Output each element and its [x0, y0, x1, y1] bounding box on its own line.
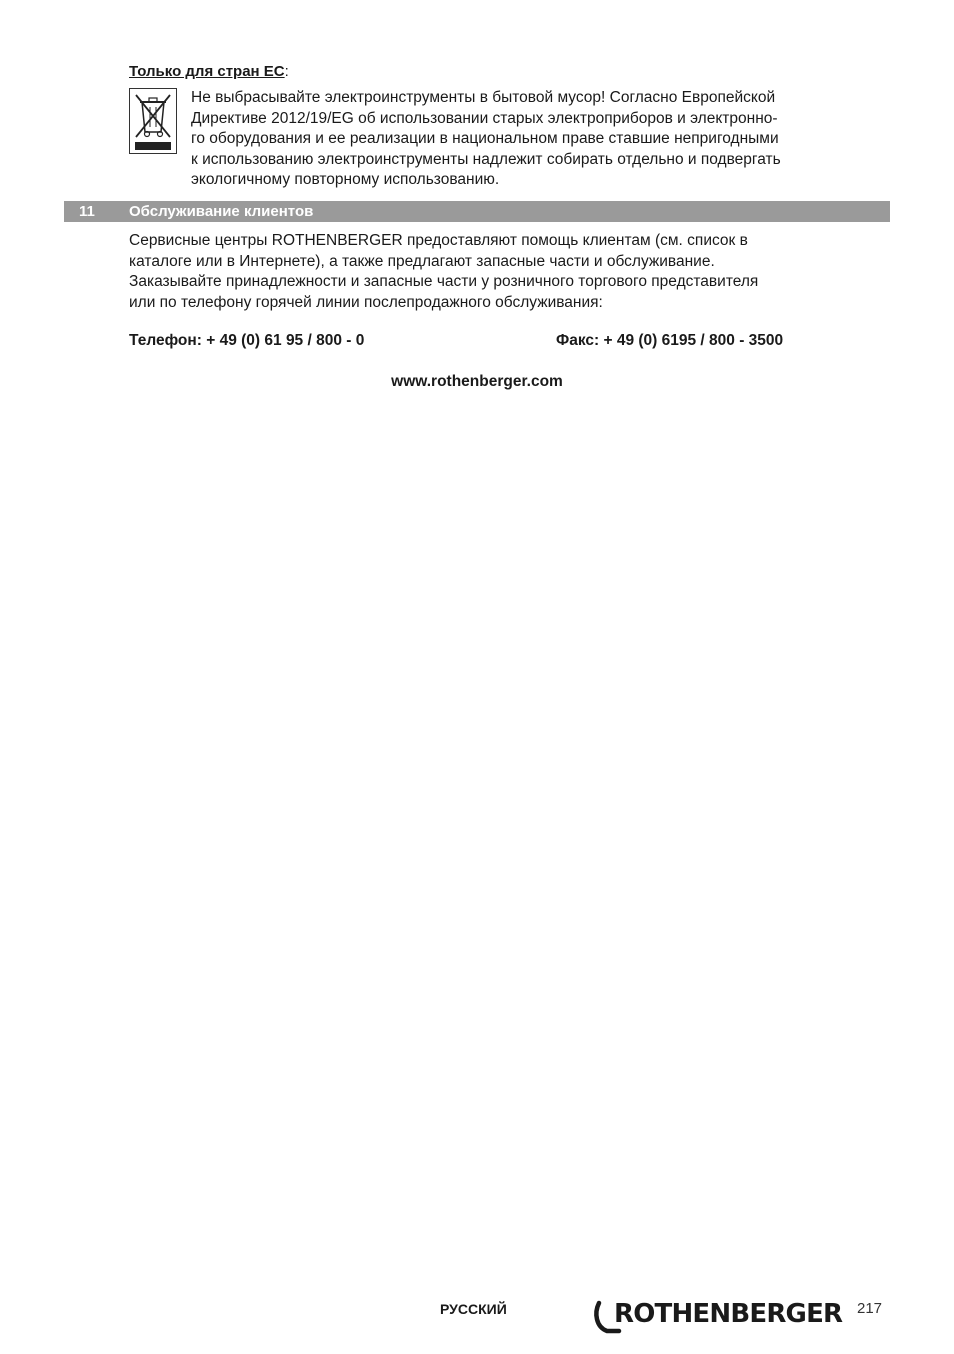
- text-line: Заказывайте принадлежности и запасные части у розничного торгового представителя: [129, 273, 759, 290]
- section-header-bar: [64, 201, 890, 222]
- language-label: РУССКИЙ: [440, 1301, 507, 1317]
- crossed-out-wheelie-bin-icon: [129, 88, 177, 154]
- text-line: го оборудования и ее реализации в национальном праве ставшие непригодными: [191, 130, 779, 147]
- page-number: 217: [857, 1300, 883, 1317]
- text-line: Сервисные центры ROTHENBERGER предоставляют помощь клиентам (см. список в: [129, 232, 748, 249]
- brand-wordmark: ROTHENBERGER: [614, 1299, 843, 1329]
- text-line: Не выбрасывайте электроинструменты в бытовой мусор! Согласно Европейской: [191, 89, 776, 106]
- fax-number: Факс: + 49 (0) 6195 / 800 - 3500: [556, 332, 784, 349]
- text-line: каталоге или в Интернете), а также предлагают запасные части и обслуживание.: [129, 252, 715, 270]
- eu-heading-colon: :: [284, 63, 289, 80]
- text-line: к использованию электроинструменты надлежит собирать отдельно и подвергать: [191, 150, 781, 168]
- eu-heading-text: Только для стран ЕС: [129, 63, 285, 80]
- eu-only-heading: [129, 62, 289, 82]
- section-title: Обслуживание клиентов: [129, 203, 314, 220]
- text-line: или по телефону горячей линии послепродажного обслуживания:: [129, 293, 603, 311]
- text-line: экологичному повторному использованию.: [191, 171, 500, 188]
- phone-number: Телефон: + 49 (0) 61 95 / 800 - 0: [129, 332, 365, 349]
- customer-service-paragraph: [129, 231, 889, 313]
- rothenberger-logo: [592, 1296, 843, 1338]
- eu-disposal-paragraph: [191, 88, 891, 191]
- website-link[interactable]: www.rothenberger.com: [391, 373, 563, 390]
- section-number: 11: [79, 203, 95, 220]
- text-line: Директиве 2012/19/EG об использовании старых электроприборов и электронно-: [191, 109, 778, 127]
